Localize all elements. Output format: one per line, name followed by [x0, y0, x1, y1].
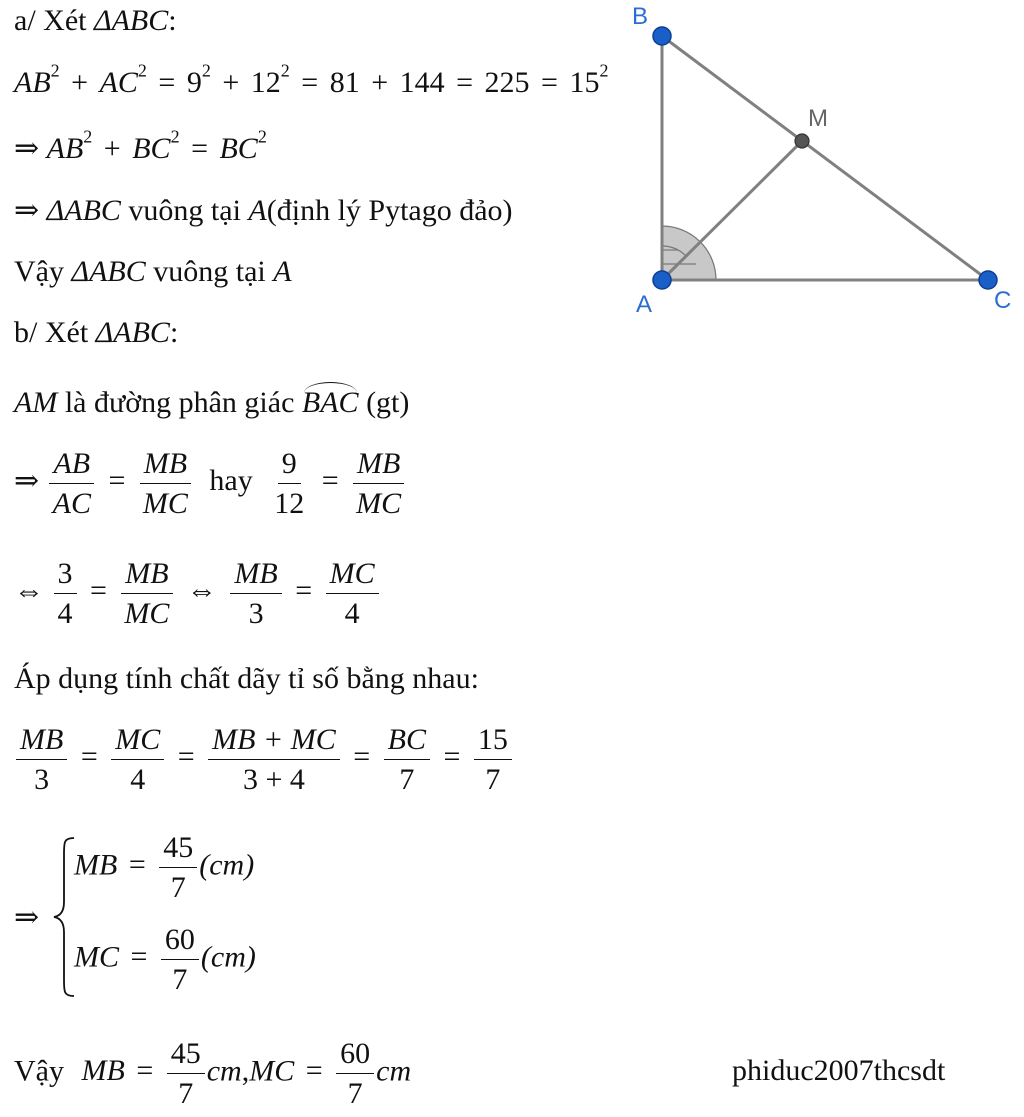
- author-signature: phiduc2007thcsdt: [732, 1054, 946, 1087]
- system-row-mc: MC = $\frac{60}{7}$ (cm): [74, 923, 256, 996]
- ratio-chain-line: $\frac{MB}{3}$ = $\frac{MC}{4}$ = $\frac{MB + MC}{3 + 4}$ = $\frac{BC}{7}$ = $\frac{15}{7}$: [14, 724, 514, 795]
- label-b: B: [632, 3, 649, 30]
- part-a-header: a/ Xét ΔABC:: [14, 4, 177, 37]
- final-answer: Vậy MB = $\frac{45}{7}$ cm,MC = $\frac{60}{7}$ cm: [14, 1037, 412, 1110]
- fraction-sum: $\frac{MB + MC}{3 + 4}$: [208, 724, 340, 795]
- fraction-mb-mc-2: $\frac{MB}{MC}$: [352, 448, 405, 519]
- fraction-ab-ac: $\frac{AB}{AC}$: [49, 448, 95, 519]
- apply-property-text: Áp dụng tính chất dãy tỉ số bằng nhau:: [14, 662, 479, 695]
- equation-system: ⇒ MB = $\frac{45}{7}$ (cm) MC = $\frac{60}{7}$ (cm): [14, 832, 334, 1002]
- fraction-bc-7: $\frac{BC}{7}$: [384, 724, 430, 795]
- fraction-9-12: $\frac{9}{12}$: [274, 447, 305, 520]
- label-m: M: [808, 105, 828, 132]
- point-m: [795, 134, 809, 148]
- segment-bc: [662, 36, 988, 280]
- triangle-figure: [620, 0, 1024, 330]
- right-triangle-line: ⇒ ΔABC vuông tại A(định lý Pytago đảo): [14, 194, 513, 227]
- fraction-mb-3: $\frac{MB}{3}$: [230, 558, 281, 629]
- label-a: A: [636, 291, 653, 318]
- part-a-conclusion: Vậy ΔABC vuông tại A: [14, 255, 292, 288]
- pythagoras-sum-line: $AB^2 + AC^2 = 9^2 + 12^2 = 81 + 144 = 225 = 15^2$: [14, 60, 609, 99]
- angle-bac: BAC: [302, 388, 359, 418]
- fraction-15-7: $\frac{15}{7}$: [474, 724, 512, 795]
- point-a: [653, 271, 671, 289]
- fraction-mb-3-b: $\frac{MB}{3}$: [16, 724, 67, 795]
- point-b: [653, 27, 671, 45]
- fraction-mc-4-b: $\frac{MC}{4}$: [111, 724, 164, 795]
- part-b-header: b/ Xét ΔABC:: [14, 316, 179, 349]
- segment-am: [662, 141, 802, 280]
- ratio-line-1: ⇒ $\frac{AB}{AC}$ = $\frac{MB}{MC}$ hay $\frac{9}{12}$ = $\frac{MB}{MC}$: [14, 448, 407, 519]
- system-row-mb: MB = $\frac{45}{7}$ (cm): [74, 831, 255, 904]
- pythagoras-implication-line: ⇒ $AB^2 + BC^2 = BC^2$: [14, 126, 267, 165]
- ratio-line-2: ⇔ $\frac{3}{4}$ = $\frac{MB}{MC}$ ⇔ $\frac{MB}{3}$ = $\frac{MC}{4}$: [14, 558, 381, 629]
- bisector-line: AM là đường phân giác BAC (gt): [14, 388, 409, 418]
- fraction-3-4: $\frac{3}{4}$: [54, 558, 77, 629]
- fraction-mb-mc: $\frac{MB}{MC}$: [139, 448, 192, 519]
- label-c: C: [994, 287, 1012, 314]
- fraction-mb-mc-3: $\frac{MB}{MC}$: [120, 558, 173, 629]
- fraction-mc-4: $\frac{MC}{4}$: [326, 558, 379, 629]
- left-brace: [52, 836, 76, 998]
